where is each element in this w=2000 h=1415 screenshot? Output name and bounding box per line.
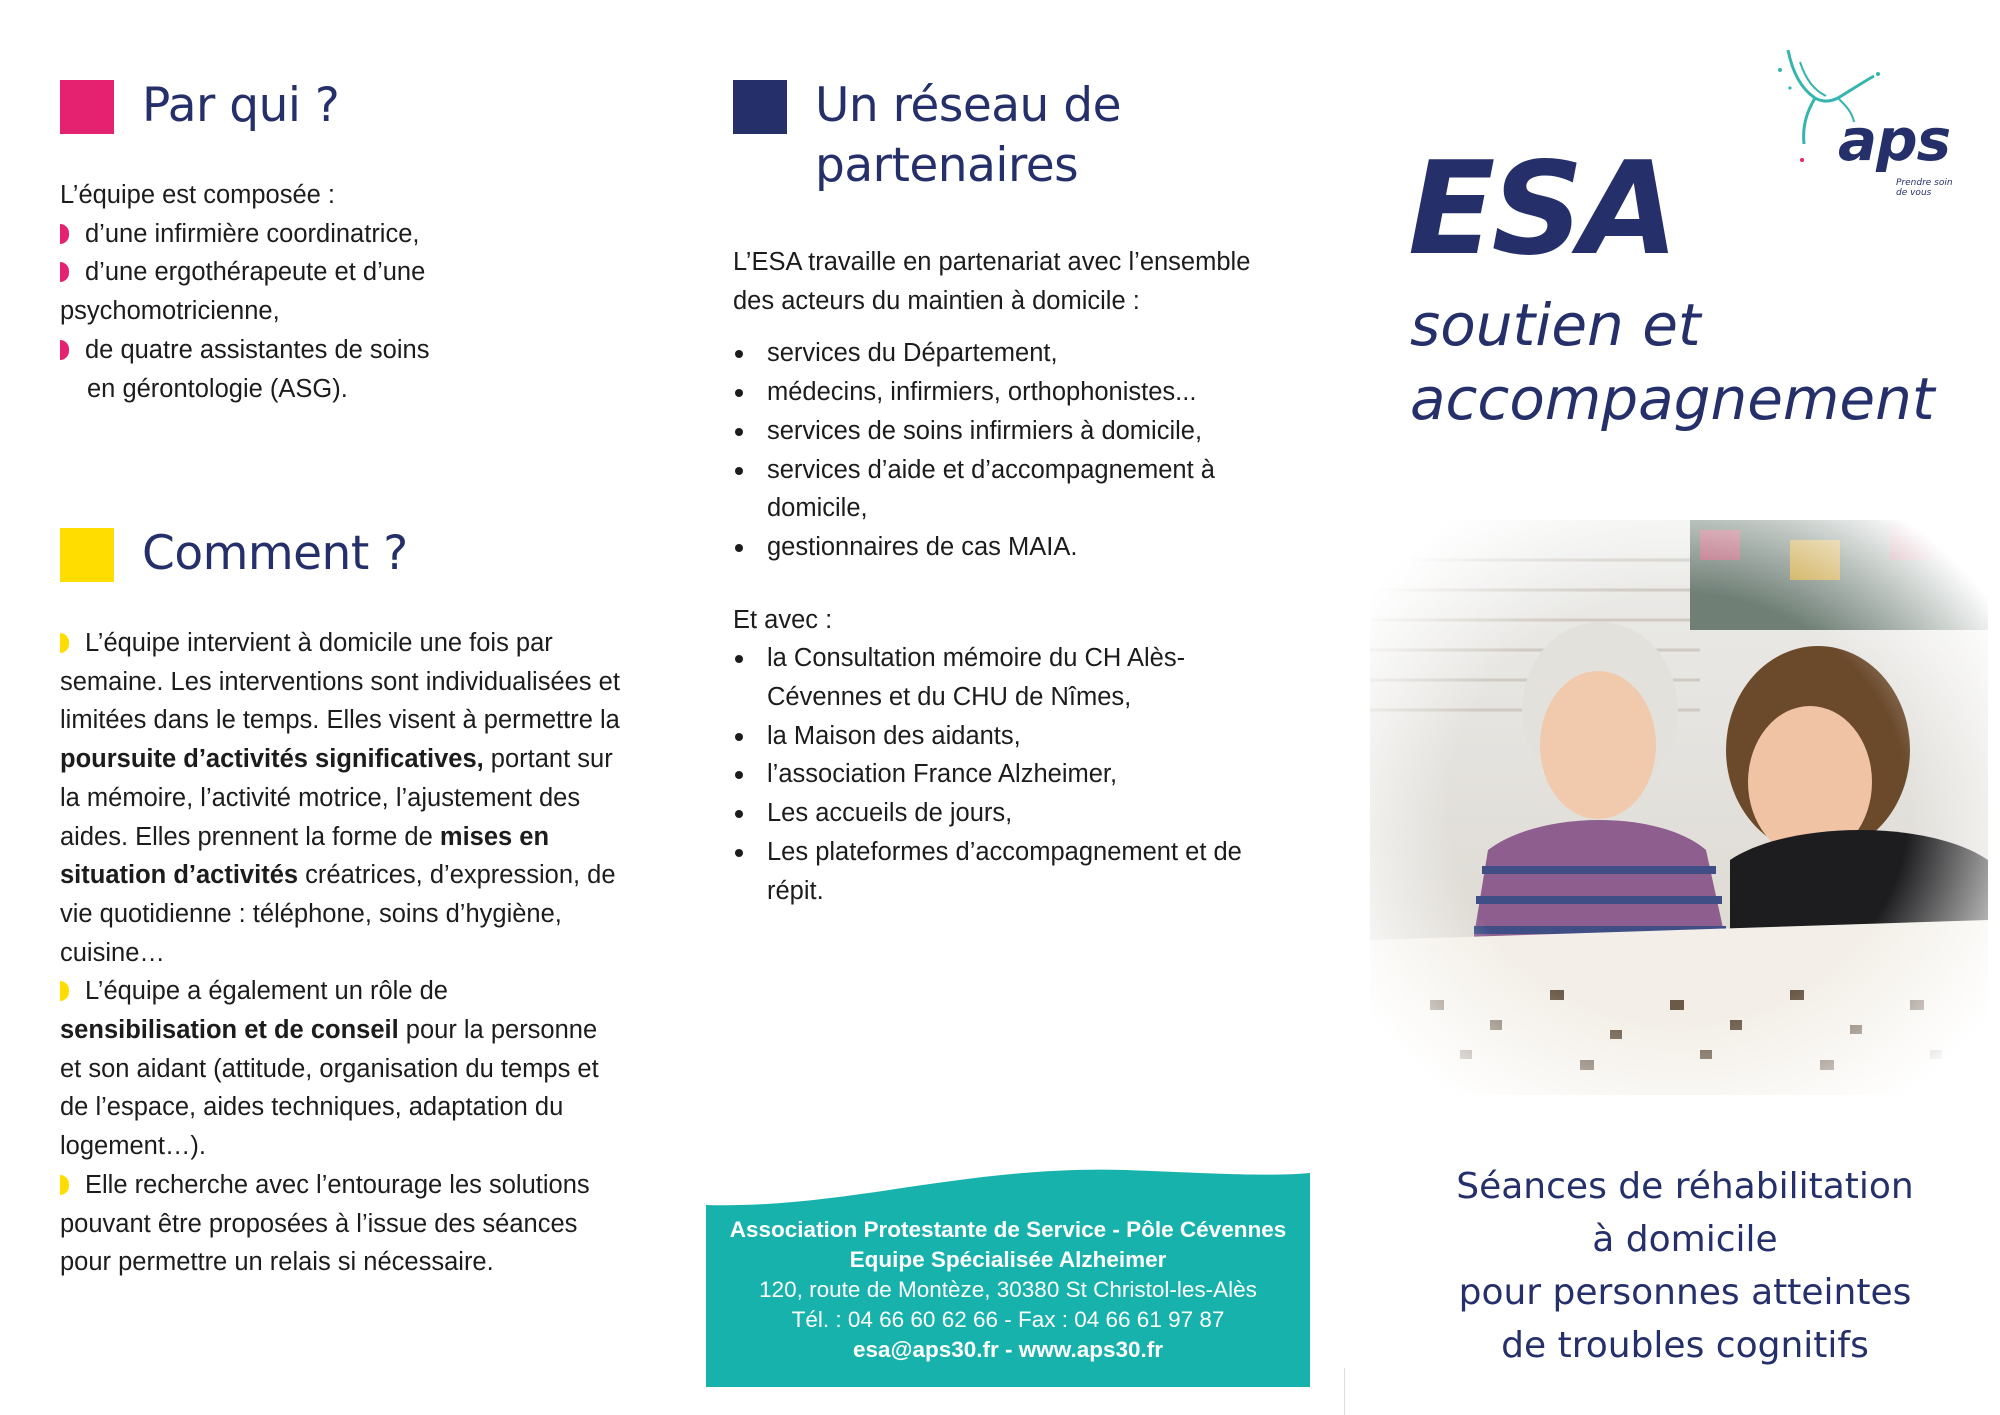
list-item: l’association France Alzheimer, bbox=[733, 755, 1278, 794]
comment-text bbox=[60, 624, 625, 1282]
par-qui-item: d’une ergothérapeute et d’une bbox=[60, 253, 620, 292]
pink-bullet-icon bbox=[60, 224, 69, 244]
tagline-line-2: de vous bbox=[1896, 188, 1932, 198]
yellow-square-marker bbox=[60, 528, 114, 582]
par-qui-item: d’une infirmière coordinatrice, bbox=[60, 215, 620, 254]
par-qui-item-cont: psychomotricienne, bbox=[60, 297, 280, 326]
par-qui-text bbox=[60, 176, 620, 408]
contact-phone: Tél. : 04 66 60 62 66 - Fax : 04 66 61 97 87 bbox=[791, 1307, 1225, 1332]
yellow-bullet-icon bbox=[60, 633, 69, 653]
navy-square-marker bbox=[733, 80, 787, 134]
comment-paragraph-1: L’équipe intervient à domicile une fois par semaine. Les interventions sont individualisées et limitées dans le temps. Elles visent à permettre la poursuite d’activités significatives, portant sur la mémoire, l’activité motrice, l’ajustement des aides. Elles prennent la forme de mises en situation d’activités créatrices, d’expression, de vie quotidienne : téléphone, soins d’hygiène, cuisine… bbox=[60, 629, 620, 967]
reseau-text bbox=[733, 243, 1278, 910]
yellow-bullet-icon bbox=[60, 981, 69, 1001]
par-qui-heading: Par qui ? bbox=[142, 78, 340, 133]
reseau-heading-line-2: partenaires bbox=[815, 138, 1079, 193]
list-item: services du Département, bbox=[733, 334, 1278, 373]
cover-description-line: de troubles cognitifs bbox=[1501, 1325, 1869, 1366]
fold-line bbox=[1344, 1368, 1345, 1415]
list-item: Les plateformes d’accompagnement et de répit. bbox=[733, 833, 1278, 910]
cover-subtitle bbox=[1410, 288, 1935, 436]
pink-bullet-icon bbox=[60, 340, 69, 360]
reseau-heading bbox=[815, 76, 1121, 196]
contact-web: esa@aps30.fr - www.aps30.fr bbox=[853, 1337, 1163, 1362]
comment-paragraph-3: Elle recherche avec l’entourage les solutions pouvant être proposées à l’issue des séances pour permettre un relais si nécessaire. bbox=[60, 1170, 590, 1277]
aps-logo bbox=[1760, 40, 1970, 210]
yellow-bullet-icon bbox=[60, 1175, 69, 1195]
list-item: la Maison des aidants, bbox=[733, 717, 1278, 756]
par-qui-intro: L’équipe est composée : bbox=[60, 181, 336, 209]
contact-team: Equipe Spécialisée Alzheimer bbox=[849, 1247, 1167, 1272]
cover-description-line: Séances de réhabilitation bbox=[1456, 1166, 1914, 1207]
comment-heading: Comment ? bbox=[142, 526, 408, 581]
cover-description bbox=[1390, 1160, 1980, 1372]
pink-bullet-icon bbox=[60, 262, 69, 282]
list-item: la Consultation mémoire du CH Alès-Cévennes et du CHU de Nîmes, bbox=[733, 639, 1278, 716]
cover-title: ESA bbox=[1408, 135, 1675, 284]
cover-description-line: à domicile bbox=[1592, 1219, 1778, 1260]
list-item: services d’aide et d’accompagnement à domicile, bbox=[733, 451, 1278, 528]
cover-subtitle-line-2: accompagnement bbox=[1410, 365, 1935, 433]
logo-wordmark: aps bbox=[1838, 106, 1951, 174]
pink-square-marker bbox=[60, 80, 114, 134]
partner-list-2 bbox=[733, 639, 1278, 910]
partner-list-1 bbox=[733, 334, 1278, 566]
contact-address: 120, route de Montèze, 30380 St Christol-les-Alès bbox=[759, 1277, 1257, 1302]
logo-tagline bbox=[1896, 178, 1953, 198]
list-item: médecins, infirmiers, orthophonistes... bbox=[733, 373, 1278, 412]
cover-subtitle-line-1: soutien et bbox=[1410, 291, 1701, 359]
tagline-line-1: Prendre soin bbox=[1896, 178, 1953, 188]
elderly-woman-puzzle-photo bbox=[1370, 520, 1988, 1095]
et-avec-label: Et avec : bbox=[733, 605, 833, 634]
contact-box bbox=[706, 1215, 1310, 1365]
reseau-heading-line-1: Un réseau de bbox=[815, 78, 1122, 133]
list-item: gestionnaires de cas MAIA. bbox=[733, 528, 1278, 567]
par-qui-item-cont: en gérontologie (ASG). bbox=[87, 374, 348, 403]
cover-description-line: pour personnes atteintes bbox=[1458, 1272, 1912, 1313]
reseau-intro: L’ESA travaille en partenariat avec l’ensemble des acteurs du maintien à domicile : bbox=[733, 248, 1251, 315]
list-item: services de soins infirmiers à domicile, bbox=[733, 412, 1278, 451]
contact-org: Association Protestante de Service - Pôle Cévennes bbox=[729, 1217, 1287, 1242]
list-item: Les accueils de jours, bbox=[733, 794, 1278, 833]
par-qui-item: de quatre assistantes de soins bbox=[60, 331, 620, 370]
comment-paragraph-2: L’équipe a également un rôle de sensibilisation et de conseil pour la personne et son aidant (attitude, organisation du temps et de l’espace, aides techniques, adaptation du logement…). bbox=[60, 977, 599, 1161]
